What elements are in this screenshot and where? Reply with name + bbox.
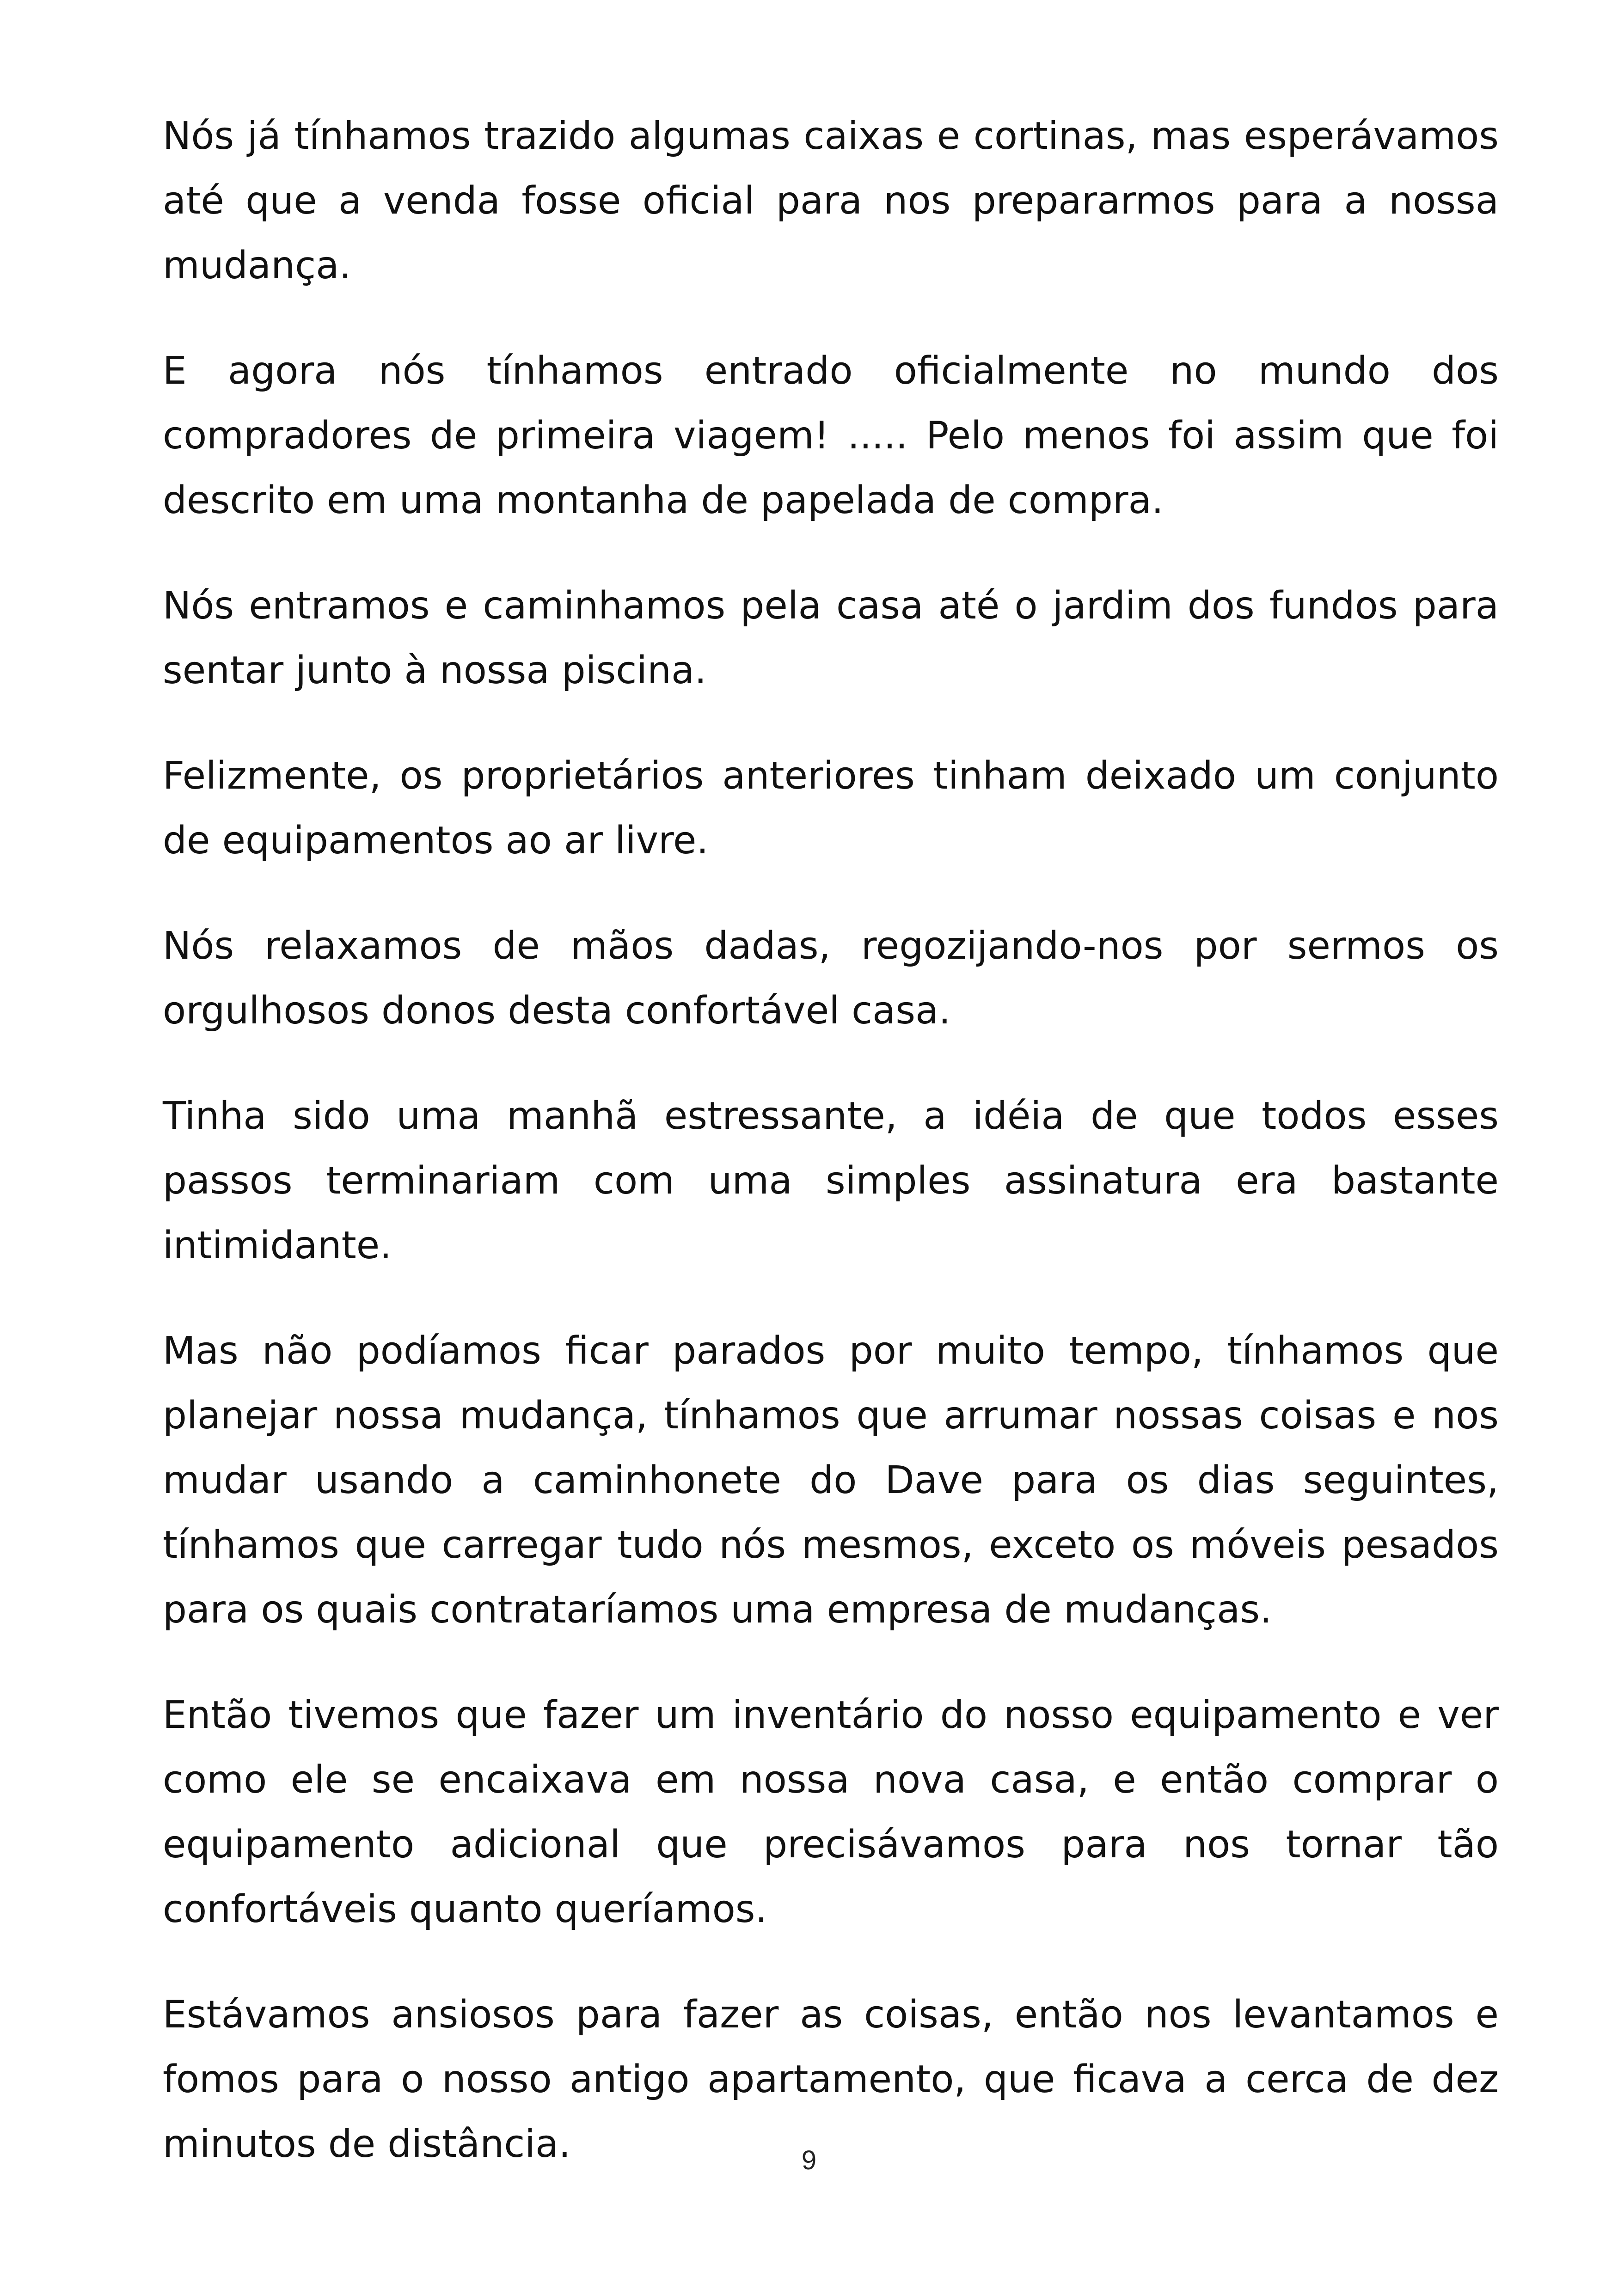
paragraph: E agora nós tínhamos entrado oficialmente no mundo dos compradores de primeira viagem! ..... Pelo menos foi assim que foi descrito em uma montanha de papelada de compra. (163, 349, 1499, 522)
paragraph: Nós já tínhamos trazido algumas caixas e cortinas, mas esperávamos até que a venda fosse oficial para nos prepararmos para a nossa mudança. (163, 114, 1499, 288)
page-number: 9 (801, 2145, 817, 2175)
paragraph: Estávamos ansiosos para fazer as coisas, então nos levantamos e fomos para o nosso antigo apartamento, que ficava a cerca de dez minutos de distância. (163, 1993, 1499, 2166)
paragraph: Felizmente, os proprietários anteriores tinham deixado um conjunto de equipamentos ao ar livre. (163, 754, 1499, 863)
body-text (163, 104, 1499, 2217)
paragraph: Tinha sido uma manhã estressante, a idéia de que todos esses passos terminariam com uma simples assinatura era bastante intimidante. (163, 1094, 1499, 1267)
paragraph: Nós entramos e caminhamos pela casa até o jardim dos fundos para sentar junto à nossa piscina. (163, 584, 1499, 692)
paragraph: Nós relaxamos de mãos dadas, regozijando-nos por sermos os orgulhosos donos desta confortável casa. (163, 924, 1499, 1033)
paragraph: Mas não podíamos ficar parados por muito tempo, tínhamos que planejar nossa mudança, tínhamos que arrumar nossas coisas e nos mudar usando a caminhonete do Dave para os dias seguintes, tínhamos que carregar tudo nós mesmos, exceto os móveis pesados para os quais contrataríamos uma empresa de mudanças. (163, 1329, 1499, 1632)
paragraph: Então tivemos que fazer um inventário do nosso equipamento e ver como ele se encaixava em nossa nova casa, e então comprar o equipamento adicional que precisávamos para nos tornar tão confortáveis quanto queríamos. (163, 1693, 1499, 1931)
